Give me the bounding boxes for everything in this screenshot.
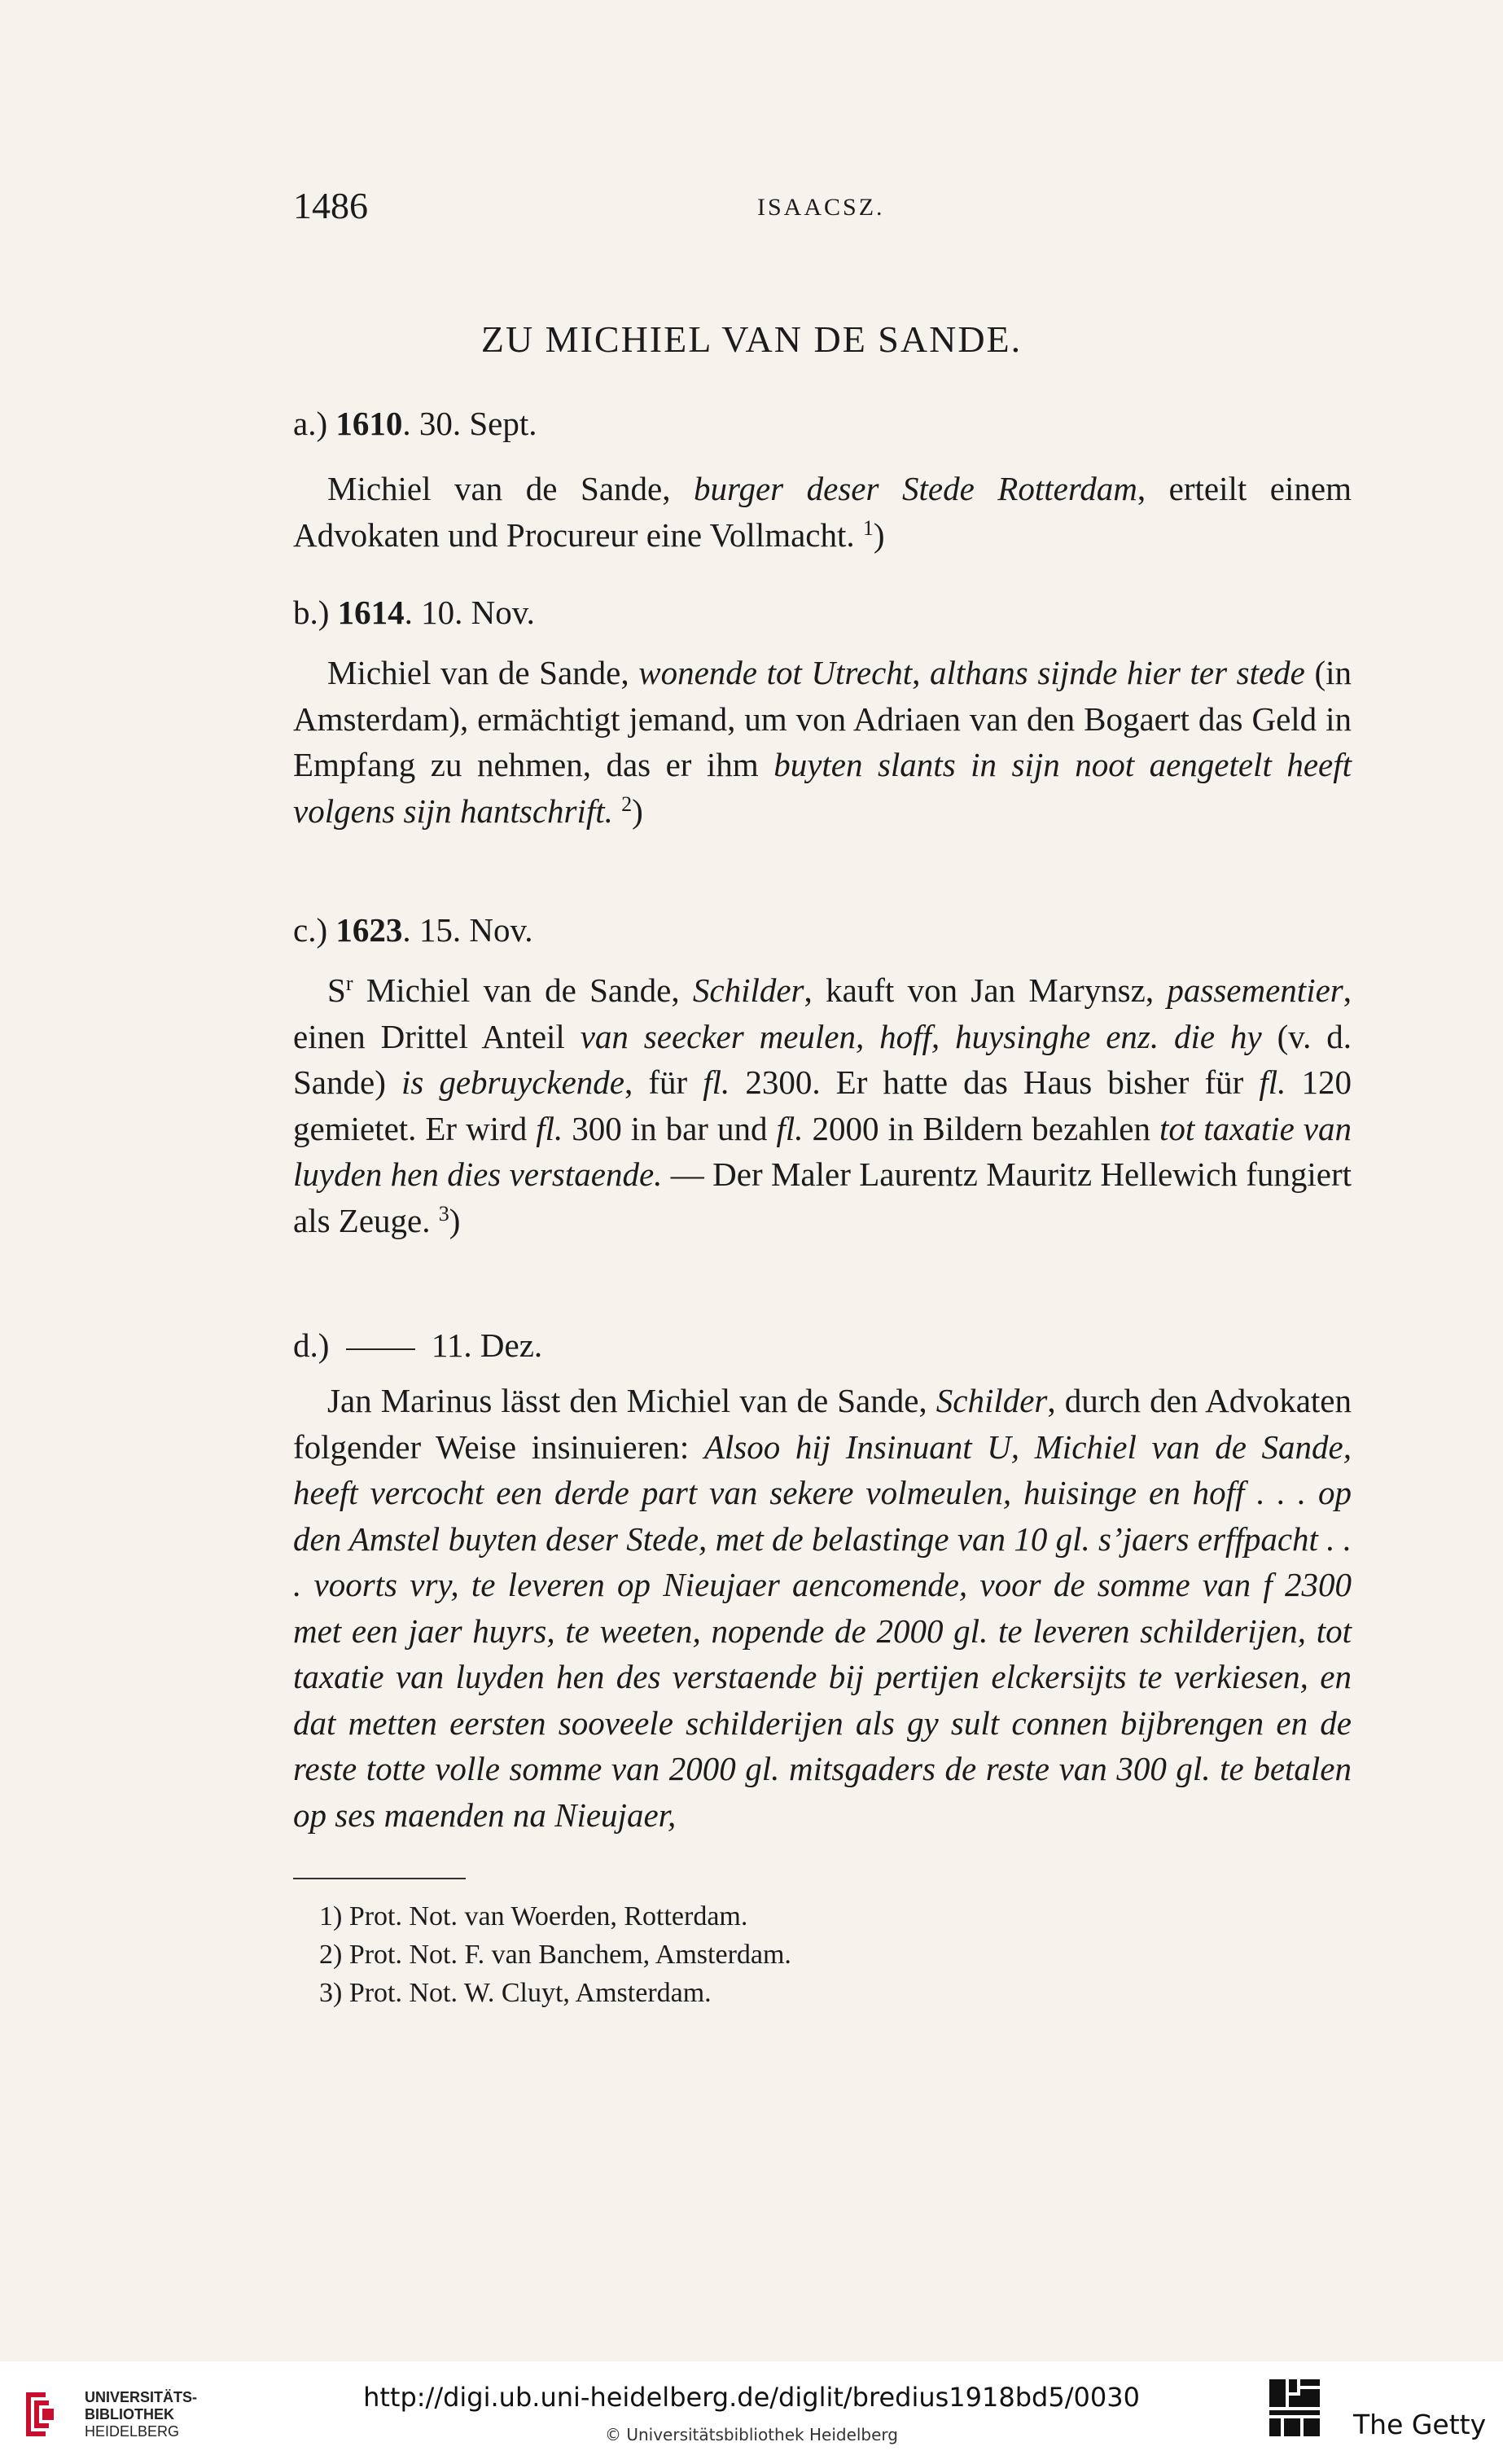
entry-heading-a — [293, 404, 537, 443]
text-run: 2300. Er hatte das Haus bisher für — [730, 1063, 1260, 1101]
text-run: S — [327, 971, 346, 1009]
entry-heading-c — [293, 910, 533, 949]
italic-run: fl. — [776, 1109, 804, 1147]
text-run: Michiel van de Sande, — [327, 654, 639, 691]
text-run: Michiel van de Sande, — [327, 470, 695, 507]
entry-year: 1614 — [337, 594, 405, 631]
text-run: (v. d. Sande) — [293, 1017, 1352, 1101]
entry-label: b.) — [293, 594, 330, 631]
italic-run: fl. — [1259, 1063, 1286, 1101]
footnote-rule — [293, 1878, 466, 1879]
getty-logo-icon — [1266, 2376, 1323, 2441]
italic-run: tot taxatie van luyden hen dies verstaende. — [293, 1109, 1352, 1193]
footnotes — [319, 1897, 791, 2012]
text-run: , durch den Advokaten folgender Weise insinuieren: — [293, 1382, 1352, 1466]
text-run: , für — [624, 1063, 703, 1101]
paragraph-c — [293, 967, 1352, 1243]
text-run: Michiel van de Sande, — [353, 971, 693, 1009]
entry-date: . 10. Nov. — [404, 594, 535, 631]
paragraph-text — [293, 1378, 1352, 1838]
text-run: Jan Marinus lässt den Michiel van de Sande, — [327, 1382, 936, 1419]
paragraph-b — [293, 650, 1352, 834]
italic-run: wonende tot Utrecht — [638, 654, 913, 691]
paragraph-text — [293, 466, 1352, 558]
footnote-3: 3) Prot. Not. W. Cluyt, Amsterdam. — [319, 1978, 712, 2008]
paragraph-d — [293, 1378, 1352, 1838]
entry-label: c.) — [293, 911, 328, 949]
entry-date: . 15. Nov. — [402, 911, 533, 949]
text-run: ) — [632, 791, 643, 830]
library-line-1: UNIVERSITÄTS- — [85, 2389, 198, 2405]
text-run: 300 in bar und — [563, 1109, 777, 1147]
text-run: ) — [449, 1201, 461, 1239]
text-run: 2000 in Bildern bezahlen — [803, 1109, 1159, 1147]
italic-run: fl. — [703, 1063, 730, 1101]
footnote-1: 1) Prot. Not. van Woerden, Rotterdam. — [319, 1901, 748, 1931]
text-run: , erteilt einem Advokaten und Procureur eine Vollmacht. — [293, 470, 1352, 554]
italic-run: Alsoo hij Insinuant U, Michiel van de Sande, heeft vercocht een derde part van sekere volmeulen, huisinge en hoff . . . op den Amstel buyten deser Stede, met de belastinge van 10 gl. s’jaers erffpacht . . . voorts vry, te leveren op Nieujaer aencomende, voor de somme van f 2300 met een jaer huyrs, te weeten, nopende de 2000 gl. te leveren schilderijen, tot taxatie van luyden hen des verstaende bij pertijen elckersijts te verkiesen, en dat metten eersten sooveele schilderijen als gy sult connen bijbrengen en de reste totte volle somme van 2000 gl. mitsgaders de reste van 300 gl. te betalen op ses maenden na Nieujaer, — [293, 1427, 1352, 1834]
entry-year: 1610 — [335, 405, 403, 442]
text-run: — Der Maler Laurentz Mauritz Hellewich fungiert als Zeuge. — [293, 1155, 1352, 1239]
library-line-3: HEIDELBERG — [85, 2423, 180, 2440]
italic-run: van seecker meulen, hoff, huysinghe enz. die hy — [580, 1017, 1262, 1055]
text-run: , einen Drittel Anteil — [293, 971, 1352, 1055]
italic-run: passementier — [1167, 971, 1343, 1009]
text-run: 120 gemietet. Er wird — [293, 1063, 1352, 1147]
running-title: ISAACSZ. — [757, 194, 885, 221]
italic-run: buyten slants in sijn noot aengetelt heeft volgens sijn hantschrift. — [293, 746, 1352, 830]
text-run: , kauft von Jan Marynsz, — [804, 971, 1168, 1009]
paragraph-text — [293, 967, 1352, 1243]
copyright-notice: © Universitätsbibliothek Heidelberg — [604, 2425, 898, 2444]
permalink-url[interactable]: http://digi.ub.uni-heidelberg.de/diglit/bredius1918bd5/0030 — [363, 2382, 1140, 2413]
italic-run: Schilder — [936, 1382, 1048, 1419]
entry-date: 11. Dez. — [431, 1326, 543, 1364]
text-run: ) — [873, 515, 885, 554]
italic-run: fl. — [536, 1109, 563, 1147]
section-title: ZU MICHIEL VAN DE SANDE. — [480, 318, 1023, 360]
text-run — [613, 792, 621, 830]
entry-label: a.) — [293, 405, 328, 442]
ditto-dash — [346, 1348, 415, 1350]
entry-date: . 30. Sept. — [402, 405, 537, 442]
italic-run: is gebruyckende — [401, 1063, 624, 1101]
italic-run: althans sijnde hier ter stede — [930, 654, 1305, 691]
text-run: , — [912, 654, 931, 691]
library-line-2: BIBLIOTHEK — [85, 2406, 174, 2422]
text-run: (in Amsterdam), ermächtigt jemand, um von Adriaen van den Bogaert das Geld in Empfang zu nehmen, das er ihm — [293, 654, 1352, 783]
footnote-2: 2) Prot. Not. F. van Banchem, Amsterdam. — [319, 1940, 791, 1970]
entry-heading-d — [293, 1326, 542, 1365]
entry-year: 1623 — [335, 911, 403, 949]
entry-label: d.) — [293, 1326, 330, 1364]
paragraph-a — [293, 466, 1352, 558]
partner-name: The Getty — [1353, 2409, 1487, 2440]
footnote-marker: r — [345, 971, 353, 995]
footnote-marker: 2 — [621, 791, 633, 816]
footnote-marker: 1 — [862, 515, 874, 540]
footnote-marker: 3 — [438, 1201, 449, 1225]
paragraph-text — [293, 650, 1352, 834]
italic-run: Schilder — [692, 971, 804, 1009]
entry-heading-b — [293, 593, 535, 632]
italic-run: burger deser Stede Rotterdam — [694, 470, 1137, 507]
page-number: 1486 — [293, 185, 368, 226]
